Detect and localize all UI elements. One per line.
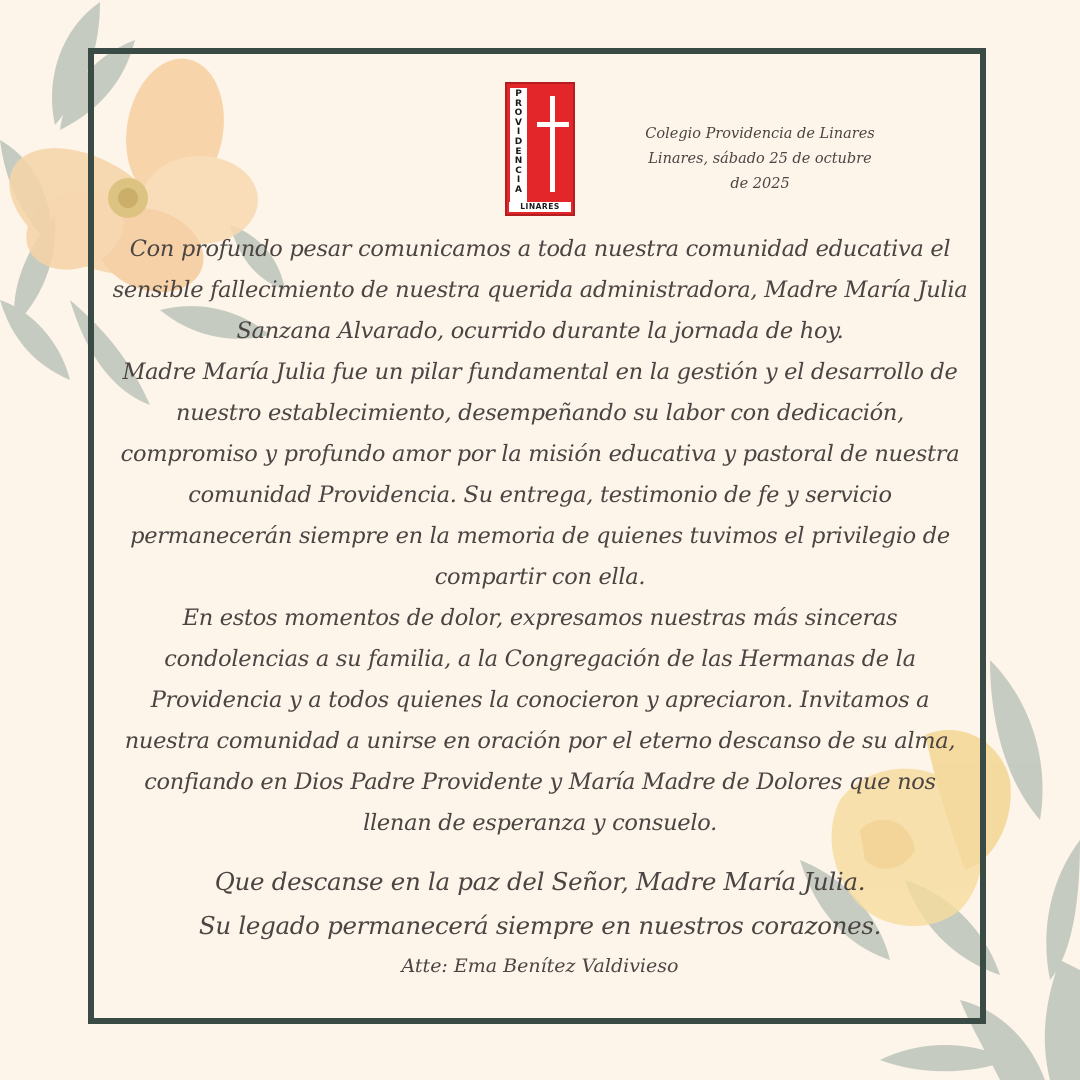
paragraph-tribute: Madre María Julia fue un pilar fundamental en la gestión y el desarrollo de nuestro establecimiento, desempeñando su labor con dedicación, compromiso y profundo amor por la misión educativa y pastoral de nuestra comunidad Providencia. Su entrega, testimonio de fe y servicio permanecerán siempre en la memoria de quienes tuvimos el privilegio de compartir con ella. bbox=[120, 359, 960, 590]
cross-icon bbox=[537, 122, 569, 127]
school-name: Colegio Providencia de Linares bbox=[645, 126, 875, 142]
closing-lines bbox=[108, 860, 972, 948]
paragraph-condolences: En estos momentos de dolor, expresamos nuestras más sinceras condolencias a su familia, a la Congregación de las Hermanas de la Providencia y a todos quienes la conocieron y apreciaron. Invitamos a nuestra comunidad a unirse en oración por el eterno descanso de su alma, confiando en Dios Padre Providente y María Madre de Dolores que nos llenan de esperanza y consuelo. bbox=[124, 605, 956, 836]
closing-line-1: Que descanse en la paz del Señor, Madre María Julia. bbox=[214, 867, 866, 896]
letter-body bbox=[108, 229, 972, 844]
logo-letters: P R O V I D E N C I A bbox=[510, 88, 527, 204]
paragraph-announcement: Con profundo pesar comunicamos a toda nuestra comunidad educativa el sensible fallecimiento de nuestra querida administradora, Madre María Julia Sanzana Alvarado, ocurrido durante la jornada de hoy. bbox=[112, 236, 968, 344]
cross-icon bbox=[550, 96, 555, 192]
logo-footer: LINARES bbox=[509, 202, 571, 212]
school-logo bbox=[505, 82, 575, 216]
signature: Atte: Ema Benítez Valdivieso bbox=[401, 955, 679, 977]
letter-header bbox=[640, 122, 880, 197]
letter-date: Linares, sábado 25 de octubre de 2025 bbox=[648, 151, 872, 192]
closing-line-2: Su legado permanecerá siempre en nuestros corazones. bbox=[198, 911, 882, 940]
